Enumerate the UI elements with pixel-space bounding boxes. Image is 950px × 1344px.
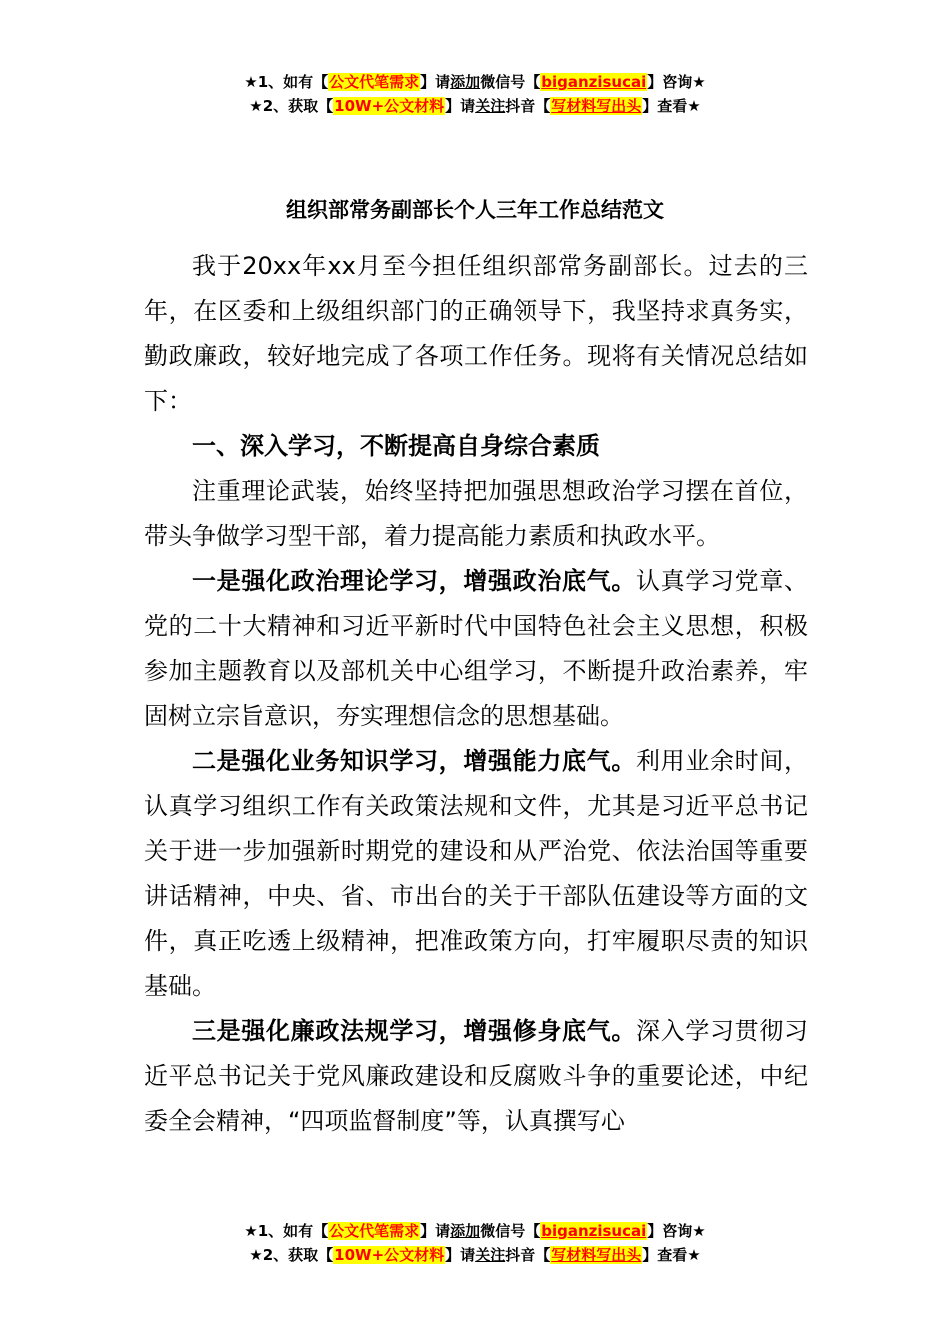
intro-paragraph: 我于20xx年xx月至今担任组织部常务副部长。过去的三年，在区委和上级组织部门的正确领导下，我坚持求真务实，勤政廉政，较好地完成了各项工作任务。现将有关情况总结如下：	[144, 252, 808, 415]
point-paragraph-3	[144, 1009, 808, 1144]
top-banner	[0, 70, 950, 118]
highlight-service: 公文代笔需求	[329, 73, 420, 91]
highlight-materials: 10W+公文材料	[334, 1246, 445, 1264]
point-text: 利用业余时间，认真学习组织工作有关政策法规和文件，尤其是习近平总书记关于进一步加强新时期党的建设和从严治党、依法治国等重要讲话精神，中央、省、市出台的关于干部队伍建设等方面的文件，真正吃透上级精神，把准政策方向，打牢履职尽责的知识基础。	[144, 747, 808, 1000]
star-icon: ★	[687, 1246, 701, 1264]
star-icon: ★	[244, 1222, 258, 1240]
point-lead: 三是强化廉政法规学习，增强修身底气。	[192, 1017, 636, 1045]
star-icon: ★	[692, 73, 706, 91]
bottom-banner	[0, 1219, 950, 1267]
point-text: 深入学习贯彻习近平总书记关于党风廉政建设和反腐败斗争的重要论述，中纪委全会精神，“四项监督制度”等，认真撰写心	[144, 1017, 808, 1135]
document-title: 组织部常务副部长个人三年工作总结范文	[286, 198, 664, 222]
section-heading: 一、深入学习，不断提高自身综合素质	[192, 432, 600, 460]
star-icon: ★	[692, 1222, 706, 1240]
banner-line-2: ★2、获取【10W+公文材料】请关注抖音【写材料写出头】查看★	[249, 1246, 701, 1264]
document-body	[144, 244, 808, 1144]
highlight-wechat-id: biganzisucai	[541, 73, 647, 91]
point-lead: 二是强化业务知识学习，增强能力底气。	[192, 747, 636, 775]
banner-line-1: ★1、如有【公文代笔需求】请添加微信号【biganzisucai】咨询★	[244, 73, 706, 91]
point-text: 认真学习党章、党的二十大精神和习近平新时代中国特色社会主义思想，积极参加主题教育以及部机关中心组学习，不断提升政治素养，牢固树立宗旨意识，夯实理想信念的思想基础。	[144, 567, 808, 730]
highlight-materials: 10W+公文材料	[334, 97, 445, 115]
section-intro-paragraph: 注重理论武装，始终坚持把加强思想政治学习摆在首位，带头争做学习型干部，着力提高能力素质和执政水平。	[144, 477, 808, 550]
star-icon: ★	[687, 97, 701, 115]
star-icon: ★	[249, 1246, 263, 1264]
highlight-service: 公文代笔需求	[329, 1222, 420, 1240]
star-icon: ★	[249, 97, 263, 115]
star-icon: ★	[244, 73, 258, 91]
highlight-douyin: 写材料写出头	[551, 97, 642, 115]
banner-line-1: ★1、如有【公文代笔需求】请添加微信号【biganzisucai】咨询★	[244, 1222, 706, 1240]
point-paragraph-1	[144, 559, 808, 739]
point-paragraph-2	[144, 739, 808, 1009]
banner-line-2: ★2、获取【10W+公文材料】请关注抖音【写材料写出头】查看★	[249, 97, 701, 115]
point-lead: 一是强化政治理论学习，增强政治底气。	[192, 567, 636, 595]
highlight-douyin: 写材料写出头	[551, 1246, 642, 1264]
highlight-wechat-id: biganzisucai	[541, 1222, 647, 1240]
